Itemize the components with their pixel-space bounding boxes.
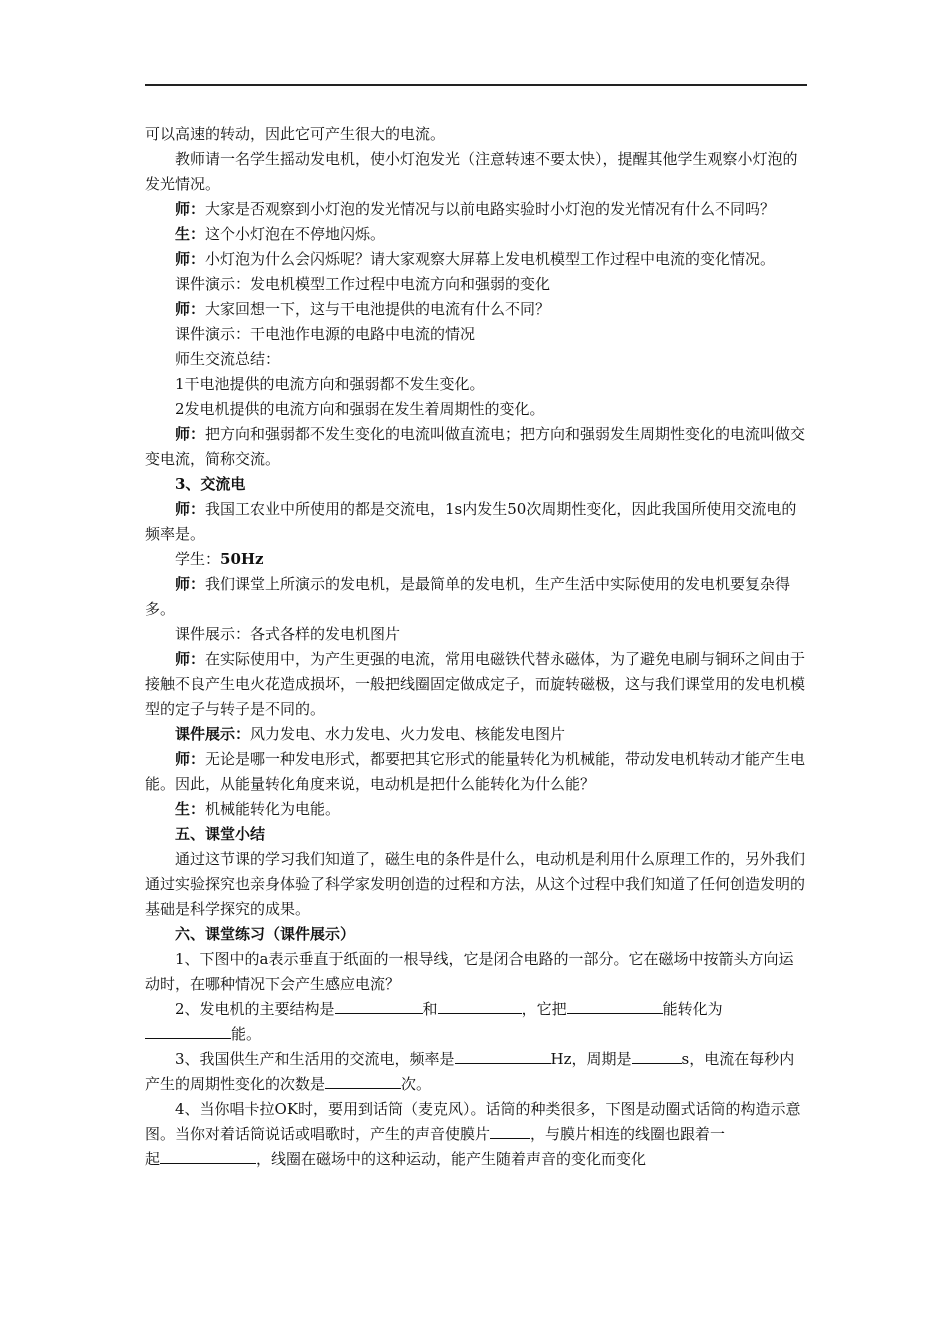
- dialogue-line: 师：无论是哪一种发电形式，都要把其它形式的能量转化为机械能，带动发电机转动才能产生电能。因此，从能量转化角度来说，电动机是把什么能转化为什么能？: [145, 750, 806, 793]
- paragraph: 师生交流总结：: [175, 350, 281, 368]
- paragraph: 课件展示：各式各样的发电机图片: [175, 625, 401, 643]
- dialogue-line: 生：机械能转化为电能。: [175, 800, 341, 818]
- document-body: [145, 122, 807, 1172]
- dialogue-line: 师：小灯泡为什么会闪烁呢？请大家观察大屏幕上发电机模型工作过程中电流的变化情况。: [175, 250, 776, 268]
- section-heading: 3、交流电: [175, 475, 246, 493]
- dialogue-line: 学生：50Hz: [175, 550, 264, 568]
- paragraph: 1干电池提供的电流方向和强弱都不发生变化。: [175, 375, 485, 393]
- speaker-label: 师：: [175, 650, 206, 668]
- dialogue-line: 师：大家回想一下，这与干电池提供的电流有什么不同？: [175, 300, 551, 318]
- dialogue-line: 师：在实际使用中，为产生更强的电流，常用电磁铁代替永磁体，为了避免电刷与铜环之间由于接触不良产生电火花造成损坏，一般把线圈固定做成定子，而旋转磁极，这与我们课堂用的发电机模型的定子与转子是不同的。: [145, 650, 806, 718]
- answer-blank: [490, 1124, 530, 1139]
- paragraph: 课件演示：干电池作电源的电路中电流的情况: [175, 325, 476, 343]
- answer-blank: [438, 999, 522, 1014]
- answer-blank: [160, 1149, 256, 1164]
- answer-blank: [455, 1049, 551, 1064]
- speaker-label: 课件展示：: [175, 725, 251, 743]
- paragraph: 课件演示：发电机模型工作过程中电流方向和强弱的变化: [175, 275, 551, 293]
- dialogue-line: 师：我国工农业中所使用的都是交流电，1s内发生50次周期性变化，因此我国所使用交流电的频率是。: [145, 500, 797, 543]
- dialogue-line: 生：这个小灯泡在不停地闪烁。: [175, 225, 386, 243]
- speaker-label: 师：: [175, 300, 206, 318]
- answer-blank: [145, 1024, 231, 1039]
- speaker-label: 生：: [175, 225, 206, 243]
- speaker-label: 生：: [175, 800, 206, 818]
- paragraph: 可以高速的转动，因此它可产生很大的电流。: [145, 125, 446, 143]
- paragraph: 通过这节课的学习我们知道了，磁生电的条件是什么，电动机是利用什么原理工作的，另外我们通过实验探究也亲身体验了科学家发明创造的过程和方法，从这个过程中我们知道了任何创造发明的基础是科学探究的成果。: [145, 850, 806, 918]
- exercise-question: 2、发电机的主要结构是 和 ，它把 能转化为能。: [145, 997, 807, 1047]
- header-rule: [145, 84, 807, 86]
- answer-blank: [335, 999, 423, 1014]
- dialogue-line: 师：把方向和强弱都不发生变化的电流叫做直流电；把方向和强弱发生周期性变化的电流叫做交变电流，简称交流。: [145, 425, 806, 468]
- answer-text: 50Hz: [220, 550, 264, 568]
- dialogue-line: 课件展示：风力发电、水力发电、火力发电、核能发电图片: [175, 725, 566, 743]
- speaker-label: 师：: [175, 750, 206, 768]
- exercise-question: 4、当你唱卡拉OK时，要用到话筒（麦克风）。话筒的种类很多，下图是动圈式话筒的构造示意图。当你对着话筒说话或唱歌时，产生的声音使膜片 ，与膜片相连的线圈也跟着一: [145, 1100, 801, 1143]
- speaker-label: 师：: [175, 575, 206, 593]
- exercise-question: 1、下图中的a表示垂直于纸面的一根导线，它是闭合电路的一部分。它在磁场中按箭头方向运动时，在哪种情况下会产生感应电流？: [145, 950, 794, 993]
- exercise-question: 3、我国供生产和生活用的交流电，频率是 Hz，周期是 s，电流在每秒内产生的周期性变化的次数是 次。: [145, 1050, 795, 1093]
- dialogue-line: 师：大家是否观察到小灯泡的发光情况与以前电路实验时小灯泡的发光情况有什么不同吗？: [175, 200, 776, 218]
- answer-blank: [632, 1049, 682, 1064]
- speaker-label: 师：: [175, 500, 206, 518]
- paragraph: 教师请一名学生摇动发电机，使小灯泡发光（注意转速不要太快），提醒其他学生观察小灯泡的发光情况。: [145, 150, 798, 193]
- exercise-question-continued: 起 ，线圈在磁场中的这种运动，能产生随着声音的变化而变化: [145, 1150, 647, 1168]
- dialogue-line: 师：我们课堂上所演示的发电机，是最简单的发电机，生产生活中实际使用的发电机要复杂得多。: [145, 575, 791, 618]
- speaker-label: 师：: [175, 425, 206, 443]
- speaker-label: 师：: [175, 250, 206, 268]
- section-heading: 五、课堂小结: [175, 825, 266, 843]
- section-heading: 六、课堂练习（课件展示）: [175, 925, 356, 943]
- answer-blank: [567, 999, 663, 1014]
- paragraph: 2发电机提供的电流方向和强弱在发生着周期性的变化。: [175, 400, 545, 418]
- speaker-label: 师：: [175, 200, 206, 218]
- answer-blank: [325, 1074, 401, 1089]
